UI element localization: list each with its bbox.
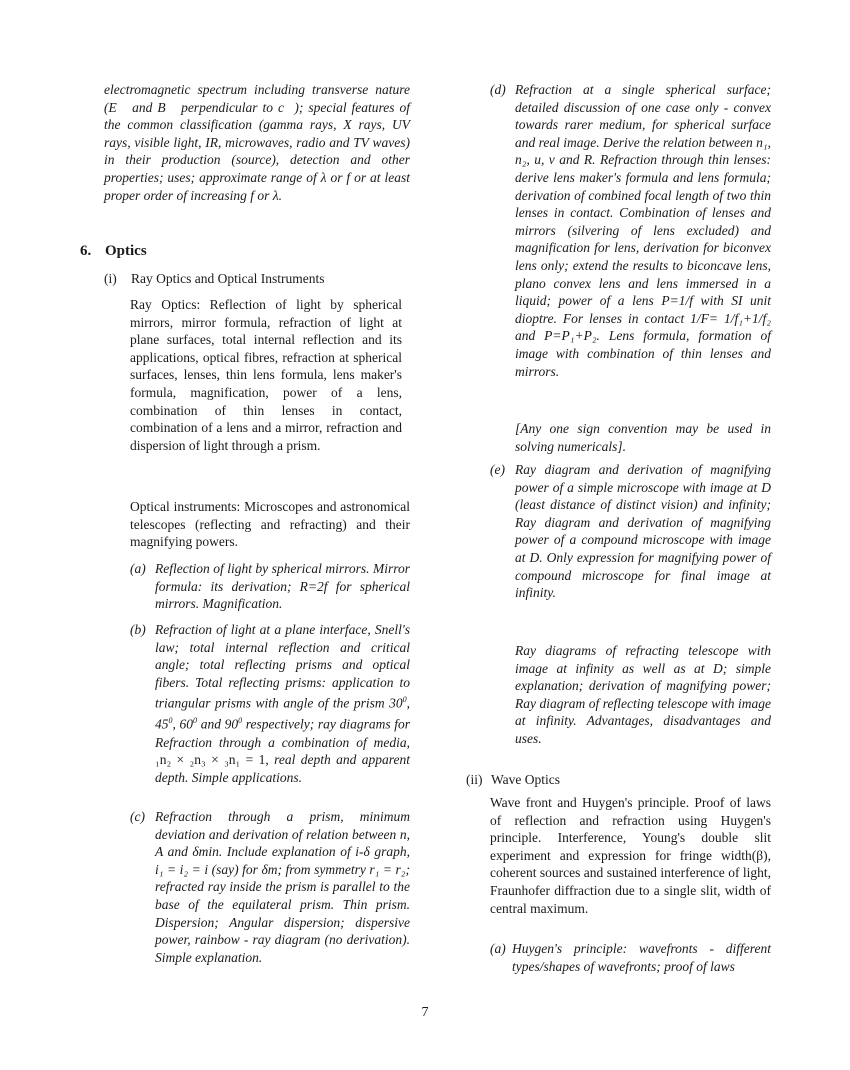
refractive-index-formula: ₁n₂ × ₂n₃ × ₃n₁ = 1,: [155, 752, 269, 768]
wave-item-a-text: Huygen's principle: wavefronts - different types/shapes of wavefronts; proof of laws: [512, 941, 771, 974]
item-a-text: Reflection of light by spherical mirrors. Mirror formula: its derivation; R=2f for spherical mirrors. Magnification.: [155, 561, 410, 612]
wave-optics-paragraph: Wave front and Huygen's principle. Proof of laws of reflection and refraction using Huygen's principle. Interference, Young's double slit experiment and expression for fringe width(β), coherent sources and sustained interference of light, Fraunhofer diffraction due to a single slit, width of central maximum.: [490, 795, 771, 916]
subsection-i-title: Ray Optics and Optical Instruments: [131, 271, 325, 286]
degree-sup: 0: [168, 716, 173, 726]
item-b-part: Refraction of light at a plane interface, Snell's law; total internal reflection and critical angle; total reflecting prisms and optical fibers. Total reflecting prisms: application to triangular prisms with angle of the prism 30: [155, 622, 410, 711]
item-e-label: (e): [490, 462, 505, 477]
subsection-i-label: (i): [104, 271, 117, 286]
item-b-part: , 45: [155, 695, 410, 732]
spectrum-paragraph: electromagnetic spectrum including transverse nature (E⃗ and B⃗ perpendicular to c⃗); special features of the common classification (gamma rays, X rays, UV rays, visible light, IR, microwaves, radio and TV waves) in their production (source), detection and other properties; uses; approximate range of λ or f or at least proper order of increasing f or λ.: [104, 82, 410, 203]
item-d-text: Refraction at a single spherical surface; detailed discussion of one case only - convex towards rarer medium, for spherical surface and real image. Derive the relation between n₁, n₂, u, v and R. Refraction through thin lenses: derive lens maker's formula and lens formula; derivation of combined focal length of two thin lenses in contact. Combination of lenses and mirrors (silvering of lens excluded) and magnification for lens, derivation for biconvex lens only; extend the results to biconcave lens, plano convex lens and lens immersed in a liquid; power of a lens P=1/f with SI unit dioptre. For lenses in contact 1/F= 1/f₁+1/f₂ and P=P₁+P₂. Lens formula, formation of image with combination of thin lenses and mirrors.: [515, 82, 772, 379]
item-b-part: real depth and apparent depth. Simple applications.: [155, 752, 410, 785]
section-number: 6.: [80, 243, 92, 259]
subsection-ii-label: (ii): [466, 772, 483, 787]
ray-optics-body: Reflection of light by spherical mirrors, mirror formula, refraction of light at plane surfaces, total internal reflection and its applications, optical fibres, refraction at spherical surfaces, lenses, thin lens formula, lens maker's formula, magnification, power of a lens, combination of thin lenses in contact, combination of a lens and a mirror, refraction and dispersion of light through a prism.: [130, 297, 403, 453]
item-a-label: (a): [130, 561, 146, 576]
degree-sup: 0: [402, 695, 407, 705]
item-b-text: [155, 621, 410, 786]
wave-item-a-label: (a): [490, 941, 506, 956]
section-title: Optics: [105, 243, 147, 259]
instruments-paragraph: Optical instruments: Microscopes and astronomical telescopes (reflecting and refracting) and their magnifying powers.: [130, 499, 410, 550]
subsection-ii-title: Wave Optics: [491, 772, 561, 787]
ray-optics-paragraph: [130, 296, 402, 454]
page-number: 7: [421, 1005, 429, 1020]
item-c-text: Refraction through a prism, minimum deviation and derivation of relation between n, A and δmin. Include explanation of i-δ graph, i₁ = i₂ = i (say) for δm; from symmetry r₁ = r₂; refracted ray inside the prism is parallel to the base of the equilateral prism. Thin prism. Dispersion; Angular dispersion; dispersive power, rainbow - ray diagram (no derivation). Simple explanation.: [155, 809, 410, 965]
item-b-label: (b): [130, 622, 146, 637]
item-b-part: respectively; ray diagrams for Refraction through a combination of media,: [155, 716, 411, 750]
degree-sup: 0: [238, 716, 243, 726]
item-e-text-2: Ray diagrams of refracting telescope with image at infinity as well as at D; simple explanation; derivation of magnifying power; Ray diagram of reflecting telescope with image at infinity. Advantages, disadvantages and uses.: [515, 643, 771, 746]
item-b-part: , 60: [172, 716, 194, 732]
degree-sup: 0: [193, 716, 198, 726]
ray-optics-lead: Ray Optics:: [130, 297, 201, 312]
item-e-text: Ray diagram and derivation of magnifying power of a simple microscope with image at D (least distance of distinct vision) and infinity; Ray diagram and derivation of magnifying power of a compound microscope with image at D. Only expression for magnifying power of compound microscope for final image at infinity.: [515, 462, 771, 601]
item-c-label: (c): [130, 809, 145, 824]
item-d-note: [Any one sign convention may be used in solving numericals].: [515, 421, 771, 454]
item-d-label: (d): [490, 82, 506, 97]
item-b-part: and 90: [197, 716, 239, 732]
